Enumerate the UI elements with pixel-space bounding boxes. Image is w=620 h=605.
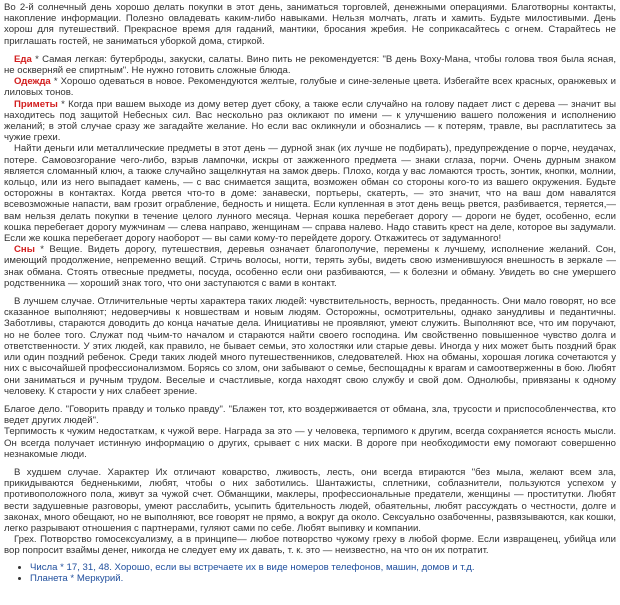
food-paragraph [4, 54, 616, 76]
food-text: * Самая легкая: бутерброды, закуски, салаты. Вино пить не рекомендуется: "В день Вохy-Мана, чтобы голова твоя была ясная, не оскверняй ее спиртным". Не нужно готовить сложные блюда. [4, 53, 616, 77]
spacer [4, 460, 616, 467]
spacer [4, 47, 616, 54]
omens-heading: Приметы [14, 98, 58, 110]
intro-paragraph: Во 2-й солнечный день хорошо делать покупки в этот день, заниматься торговлей, денежными операциями. Благотворны контакты, накопление информации. Полезно овладевать каким-либо навыками. Нельзя молчать, лгать и хамить. Будьте милостивыми. День хорош для путешествий. Прекрасное время для гаданий, мантики, бросания жребия. Не соприкасайтесь с огнем. Старайтесь не приглашать гостей, не заниматься уборкой дома, стиркой. [4, 2, 616, 47]
worst-case-paragraph: В худшем случае. Характер Их отличают коварство, лживость, лесть, они всегда втираются "без мыла, желают всем зла, прикидываются бедненькими, любят, чтобы о них заботились. Шантажисты, сплетники, соблазнители, пользуются успехом у противоположного пола, живут за чужой счет. Обманщики, маклеры, профессиональные предатели, женщины — проститутки. Любят вести задушевные разговоры, умеют расслабить, усыпить бдительность людей, обаятельны, любят рассуждать о честности, долге и законах, много обещают, но не выполняют, все говорят не прямо, а вокруг да около. Сексуально озабоченны, развязываются, как кошки, легко разрывают отношения с партнерами, гуляют сами по себе. Любят выпивку и компании. [4, 466, 616, 534]
planet-list-item: • Планета * Меркурий. [30, 573, 616, 584]
facts-list [4, 562, 616, 584]
best-case-paragraph: В лучшем случае. Отличительные черты характера таких людей: чувствительность, верность, преданность. Они мало говорят, но все сказанное выполняют; недоверчивы к новшествам и новым людям. Осторожны, осмотрительны, однако занудливы и педантичны. Заботливы, стараются доводить до конца начатые дела. Инициативы не проявляют, умеют служить. Выполняют все, что им поручают, но не более того. Служат под чьим-то началом и стараются найти своего господина. Им свойственно повышенное чувство долга и ответственности. У этих людей, как правило, не бывает семьи, это холостяки или старые девы. Иногда у них может быть поздний брак или один поздний ребенок. Среди таких людей много путешественников, следователей. Нюх на обманы, хорошая логика сочетаются у них с высочайшей профессионализмом. Борясь со злом, они забывают о семье, беспощадны к врагам и самоотверженны в бою. Любят они заниматься и ручным трудом. Веселые и счастливые, когда находят свою службу и свой дом. Однолюбы, привязаны к одному человеку. К старости у них слабеет зрение. [4, 296, 616, 397]
clothes-text: * Хорошо одеваться в новое. Рекомендуются желтые, голубые и сине-зеленые цвета. Избегайте всех красных, оранжевых и лиловых тонов. [4, 76, 616, 99]
food-heading: Еда [14, 53, 32, 65]
blessing-paragraph: Благое дело. "Говорить правду и только правду". "Блажен тот, кто воздерживается от обмана, зла, трусости и приспособленчества, кто ведет других людей". [4, 403, 616, 427]
tolerance-paragraph: Терпимость к чужим недостаткам, к чужой вере. Награда за это — у человека, терпимого к другим, всегда сохраняется ясность мысли. Он всегда получает истинную информацию о других, срывает с них маски. В дороге при необходимости ему помогают совершенно незнакомые люди. [4, 426, 616, 460]
clothes-heading: Одежда [14, 76, 51, 88]
omens-paragraph [4, 99, 616, 144]
dreams-text: * Вещие. Видеть дорогу, путешествия, деревья означает благополучие, перемены к лучшему, исполнение желаний. Сон, имеющий продолжение, непременно вещий. Стричь волосы, ногти, терять зубы, видеть свою изменившуюся внешность в зеркале — знак обмана. Стоять отвесные предметы, посуда, особенно если они разбиваются, — к болезни и обману. Увидеть во сне умершего родственника — хороший знак того, что они заступаются с вами в контакт. [4, 244, 616, 289]
dreams-paragraph [4, 244, 616, 289]
dreams-heading: Сны [14, 244, 35, 256]
omens-paragraph-2: Найти деньги или металлические предметы в этот день — дурной знак (их лучше не подбирать), предупреждение о порче, неудачах, потере. Самовозгорание чего-либо, взрыв лампочки, искры от зажженного предмета — знаки сглаза, порчи. Очень дурным знаком является сломанный ключ, а также случайно защелкнутая на замок дверь. Плохо, когда у вас ломаются трость, зонтик, кнопки, молнии, кольцо, или из него выпадает камень, — с вас снимается защита, возможен обман со стороны кого-то из вашего окружения. Будьте осторожны в контактах. Когда рвется что-то в доме: занавески, портьеры, скатерть, — это значит, что на ваш дом навалятся всевозможные напасти, вам грозит ограбление, бедность и нищета. Если купленная в этот день вещь рвется, разбивается, теряется,— вам нельзя делать покупки в течение целого лунного месяца. Черная кошка перебегает дорогу — дороги не будет, особенно, если кошка перебегает дорогу мужчинам — слева направо, женщинам — справа налево. Надо ставить крест на деле, которое вы задумали. Если же кошка перебегает дорогу наоборот — вы сами кому-то перейдете дорогу. Откажитесь от задуманного! [4, 143, 616, 245]
numbers-list-item: • Числа * 17, 31, 48. Хорошо, если вы встречаете их в виде номеров телефонов, машин, домов и т.д. [30, 562, 616, 573]
sin-paragraph: Грех. Потворство гомосексуализму, а в принципе— любое потворство чужому греху в любой форме. Если извращенец, убийца или вор попросит взаймы денег, никогда не следует ему их давать, т. к. это — неизвестно, на что он их потратит. [4, 534, 616, 557]
spacer [4, 397, 616, 404]
omens-text: * Когда при вашем выходе из дому ветер дует сбоку, а также если случайно на голову падает лист с дерева — значит вы находитесь под защитой Небесных сил. Вас нескольно раз окликают по имени — к улучшению вашего положения и исполнению желаний; в этой случае сразу же загадайте желание. Но если вас окликнули и обознались — к потерям, травле, вы расплатитесь за чужие грехи. [4, 98, 616, 144]
clothes-paragraph [4, 76, 616, 98]
spacer [4, 289, 616, 296]
